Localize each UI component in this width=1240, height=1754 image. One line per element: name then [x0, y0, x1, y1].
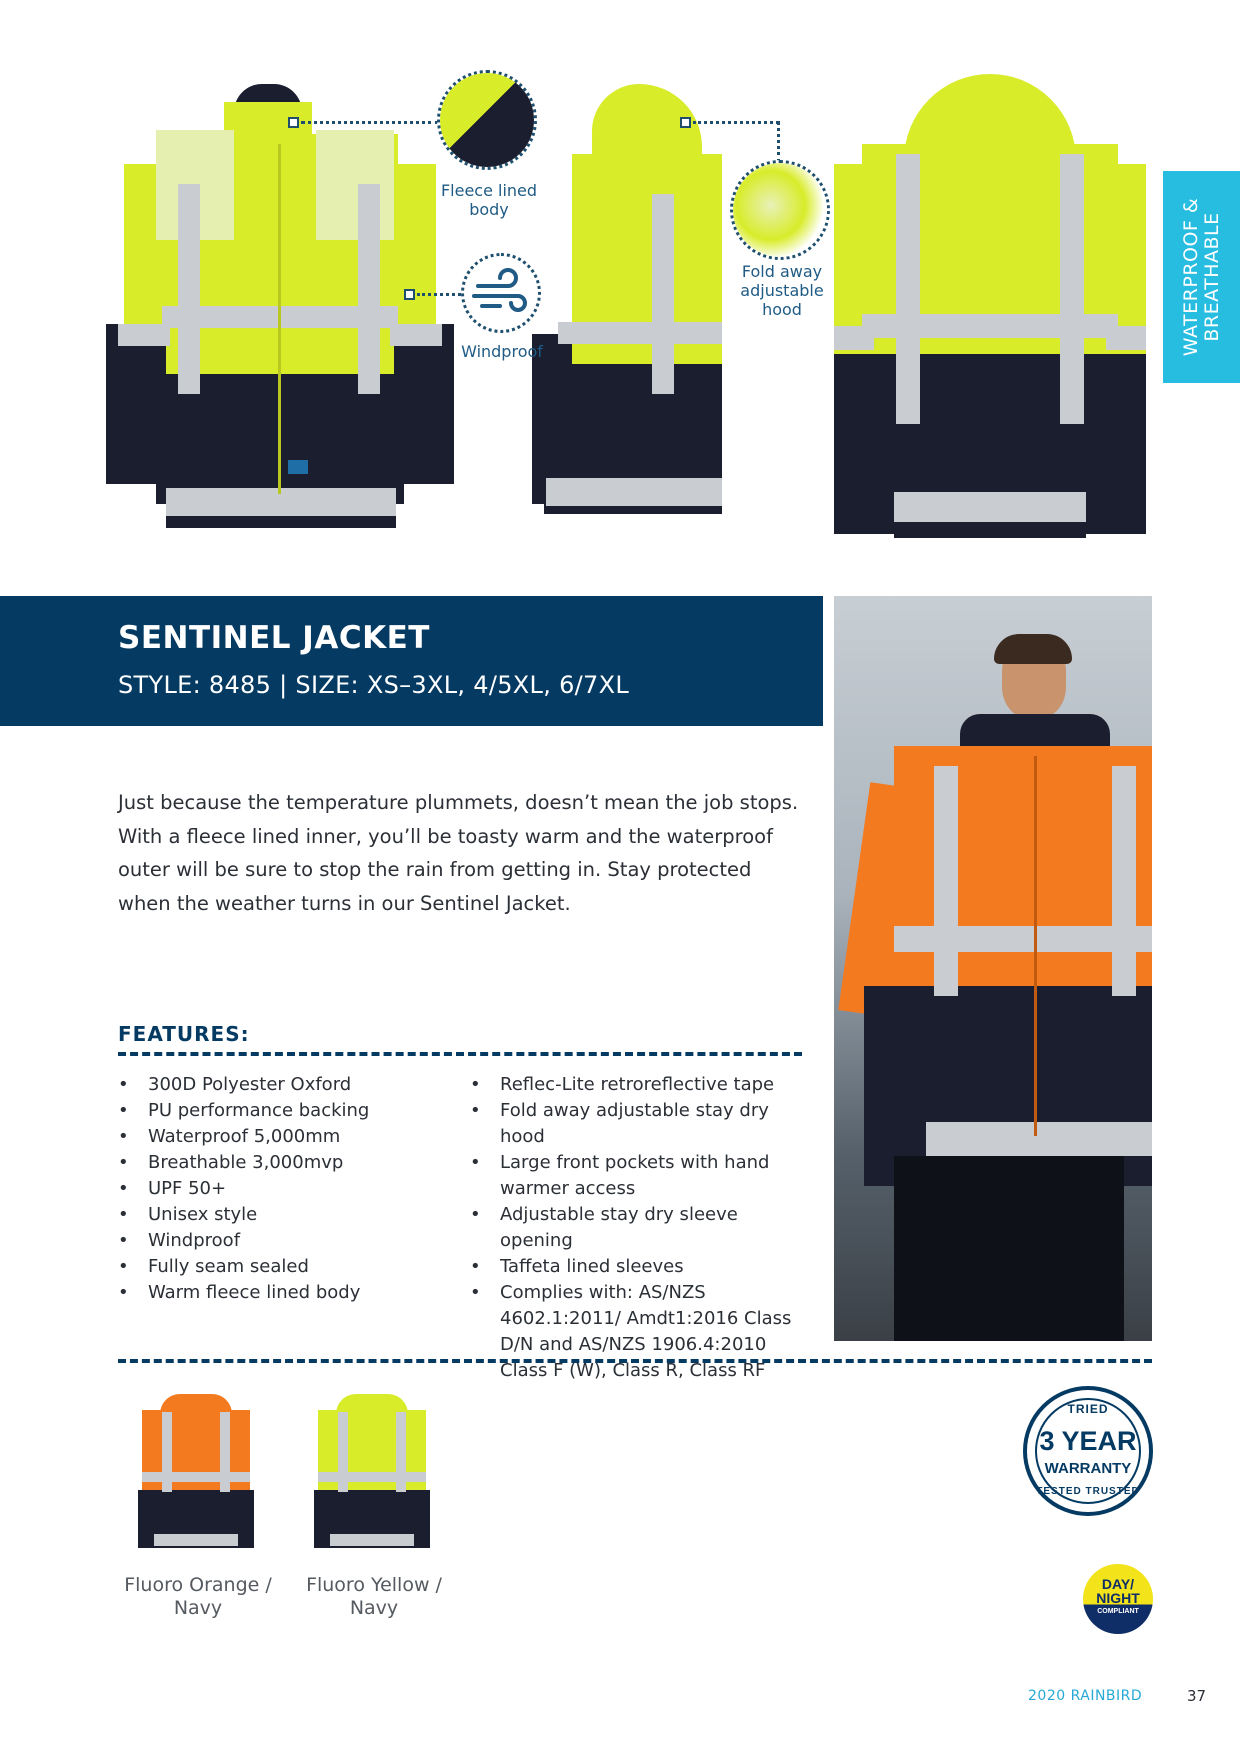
list-item: • Breathable 3,000mvp — [118, 1150, 448, 1176]
jacket-side-image — [532, 84, 734, 534]
list-item: • Reflec-Lite retroreflective tape — [470, 1072, 810, 1098]
warranty-top-text: TRIED — [1067, 1402, 1109, 1416]
callout-label-hood: Fold away adjustable hood — [740, 262, 824, 319]
features-heading: FEATURES: — [118, 1022, 250, 1046]
list-item: • Windproof — [118, 1228, 448, 1254]
list-item: • Adjustable stay dry sleeve opening — [470, 1202, 810, 1254]
callout-connector-windproof — [417, 293, 461, 296]
side-tab-label: WATERPROOF & BREATHABLE — [1179, 197, 1223, 357]
daynight-line2: NIGHT — [1096, 1590, 1140, 1606]
list-item: • 300D Polyester Oxford — [118, 1072, 448, 1098]
product-title: SENTINEL JACKET — [118, 620, 430, 656]
callout-connector-hood — [693, 121, 779, 124]
page-number: 37 — [1187, 1687, 1207, 1705]
list-item: • Waterproof 5,000mm — [118, 1124, 448, 1150]
product-subtitle: STYLE: 8485 | SIZE: XS–3XL, 4/5XL, 6/7XL — [118, 671, 630, 699]
daynight-line1: DAY/ — [1101, 1576, 1135, 1592]
list-item: • Large front pockets with hand warmer access — [470, 1150, 810, 1202]
warranty-word: WARRANTY — [1044, 1460, 1132, 1477]
model-photo — [834, 596, 1152, 1341]
list-item: • PU performance backing — [118, 1098, 448, 1124]
callout-marker-fleece — [288, 117, 299, 128]
warranty-badge — [1023, 1386, 1153, 1516]
list-item: • Fold away adjustable stay dry hood — [470, 1098, 810, 1150]
footer-brand: 2020 RAINBIRD — [1028, 1688, 1143, 1704]
list-item: • Warm fleece lined body — [118, 1280, 448, 1306]
callout-connector-fleece — [301, 121, 439, 124]
title-band — [0, 596, 823, 726]
day-night-badge — [1083, 1564, 1153, 1634]
list-item: • UPF 50+ — [118, 1176, 448, 1202]
daynight-line3: COMPLIANT — [1097, 1608, 1139, 1615]
list-item: • Unisex style — [118, 1202, 448, 1228]
wind-icon — [461, 253, 541, 333]
features-list-left — [118, 1072, 448, 1306]
section-divider — [118, 1359, 1152, 1363]
list-item: • Fully seam sealed — [118, 1254, 448, 1280]
swatch-yellow-navy — [310, 1394, 434, 1552]
swatch-label-yellow: Fluoro Yellow / Navy — [306, 1574, 442, 1619]
callout-connector-hood-vertical — [777, 121, 780, 163]
product-description: Just because the temperature plummets, doesn’t mean the job stops. With a fleece lined inner, you’ll be toasty warm and the waterproof outer will be sure to stop the rain from getting in. Stay protected when the weather turns in our Sentinel Jacket. — [118, 791, 799, 915]
features-divider — [118, 1052, 802, 1056]
warranty-years: 3 YEAR — [1039, 1426, 1137, 1456]
jacket-front-image — [106, 84, 454, 534]
swatch-orange-navy — [134, 1394, 258, 1552]
warranty-bottom-text: TESTED TRUSTED — [1036, 1486, 1140, 1497]
swatch-label-orange: Fluoro Orange / Navy — [124, 1574, 272, 1619]
callout-label-windproof: Windproof — [461, 342, 543, 361]
fleece-detail-image — [437, 70, 537, 170]
list-item: • Taffeta lined sleeves — [470, 1254, 810, 1280]
list-item: • Complies with: AS/NZS 4602.1:2011/ Amdt1:2016 Class D/N and AS/NZS 1906.4:2010 Class F (W), Class R, Class RF — [470, 1280, 810, 1384]
callout-label-fleece: Fleece lined body — [440, 181, 538, 219]
callout-marker-windproof — [404, 289, 415, 300]
hood-detail-image — [730, 160, 830, 260]
callout-marker-hood — [680, 117, 691, 128]
jacket-back-image — [834, 74, 1146, 554]
side-tab — [1163, 171, 1240, 383]
features-list-right — [470, 1072, 810, 1384]
